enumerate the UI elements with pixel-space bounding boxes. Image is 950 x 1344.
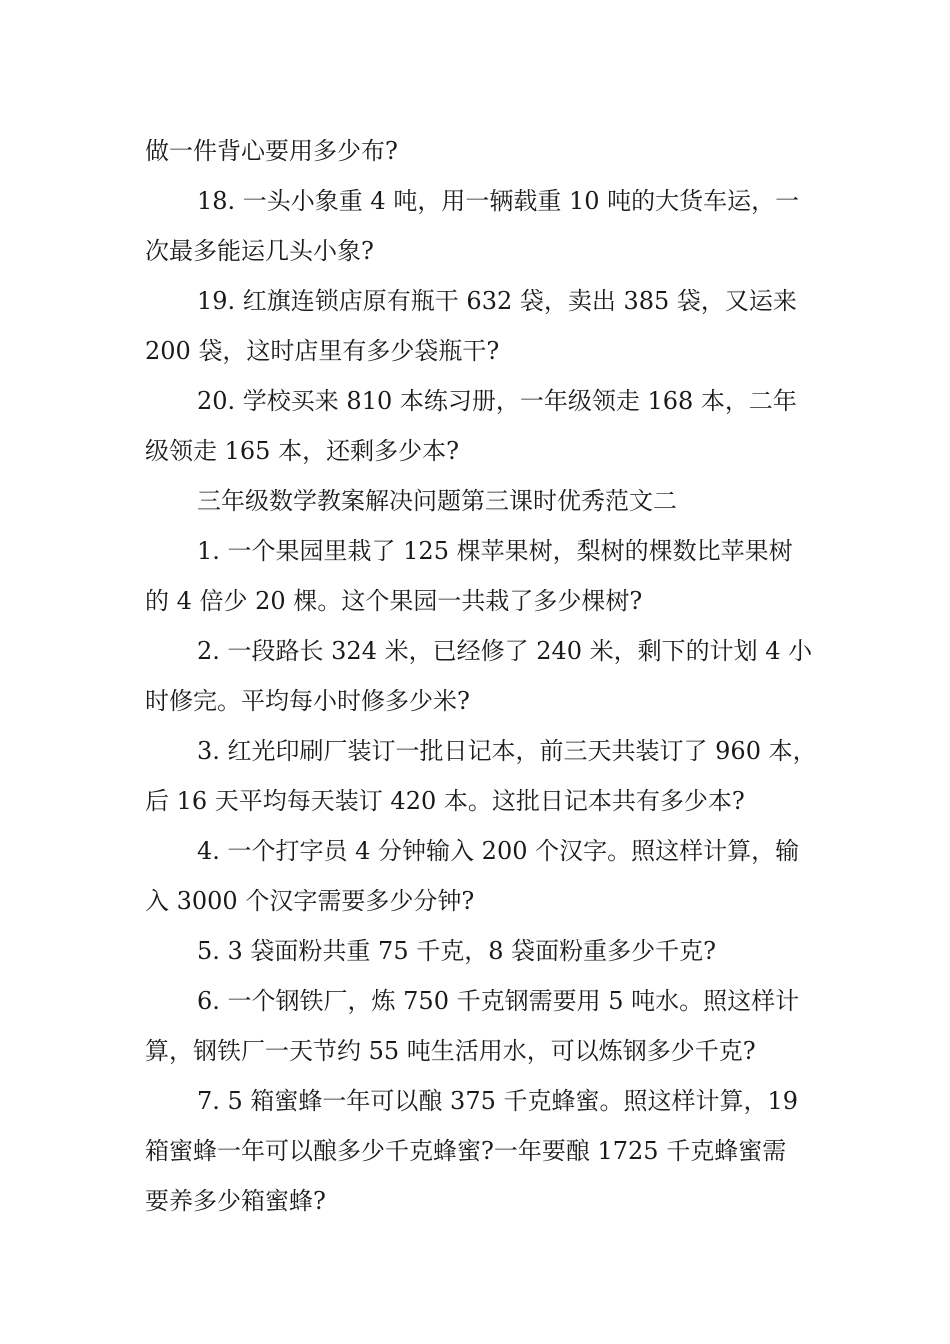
text-line: 次最多能运几头小象? — [145, 237, 374, 265]
text-line: 后 16 天平均每天装订 420 本。这批日记本共有多少本? — [145, 787, 745, 815]
text-line: 4. 一个打字员 4 分钟输入 200 个汉字。照这样计算，输 — [197, 837, 800, 865]
text-line: 19. 红旗连锁店原有瓶干 632 袋，卖出 385 袋，又运来 — [197, 287, 797, 315]
paragraph — [145, 926, 815, 976]
text-line: 算，钢铁厂一天节约 55 吨生活用水，可以炼钢多少千克? — [145, 1037, 756, 1065]
text-line: 要养多少箱蜜蜂? — [145, 1187, 326, 1215]
paragraph — [145, 376, 815, 476]
paragraph — [145, 476, 815, 526]
paragraph — [145, 526, 815, 626]
text-line: 三年级数学教案解决问题第三课时优秀范文二 — [197, 487, 677, 515]
paragraph — [145, 976, 815, 1076]
paragraph — [145, 626, 815, 726]
text-line: 入 3000 个汉字需要多少分钟? — [145, 887, 475, 915]
text-line: 的 4 倍少 20 棵。这个果园一共栽了多少棵树? — [145, 587, 643, 615]
text-line: 做一件背心要用多少布? — [145, 137, 398, 165]
paragraph — [145, 126, 815, 176]
text-line: 200 袋，这时店里有多少袋瓶干? — [145, 337, 500, 365]
text-line: 20. 学校买来 810 本练习册，一年级领走 168 本，二年 — [197, 387, 797, 415]
text-line: 6. 一个钢铁厂，炼 750 千克钢需要用 5 吨水。照这样计 — [197, 987, 800, 1015]
text-line: 3. 红光印刷厂装订一批日记本，前三天共装订了 960 本， — [197, 737, 817, 765]
text-line: 2. 一段路长 324 米，已经修了 240 米，剩下的计划 4 小 — [197, 637, 813, 665]
paragraph — [145, 826, 815, 926]
text-line: 1. 一个果园里栽了 125 棵苹果树，梨树的棵数比苹果树 — [197, 537, 793, 565]
paragraph — [145, 276, 815, 376]
text-line: 18. 一头小象重 4 吨，用一辆载重 10 吨的大货车运，一 — [197, 187, 800, 215]
text-line: 时修完。平均每小时修多少米? — [145, 687, 470, 715]
document-body — [145, 126, 815, 1226]
paragraph — [145, 176, 815, 276]
paragraph — [145, 726, 815, 826]
text-line: 5. 3 袋面粉共重 75 千克，8 袋面粉重多少千克? — [197, 937, 716, 965]
text-line: 箱蜜蜂一年可以酿多少千克蜂蜜?一年要酿 1725 千克蜂蜜需 — [145, 1137, 787, 1165]
text-line: 级领走 165 本，还剩多少本? — [145, 437, 459, 465]
text-line: 7. 5 箱蜜蜂一年可以酿 375 千克蜂蜜。照这样计算，19 — [197, 1087, 799, 1115]
paragraph — [145, 1076, 815, 1226]
